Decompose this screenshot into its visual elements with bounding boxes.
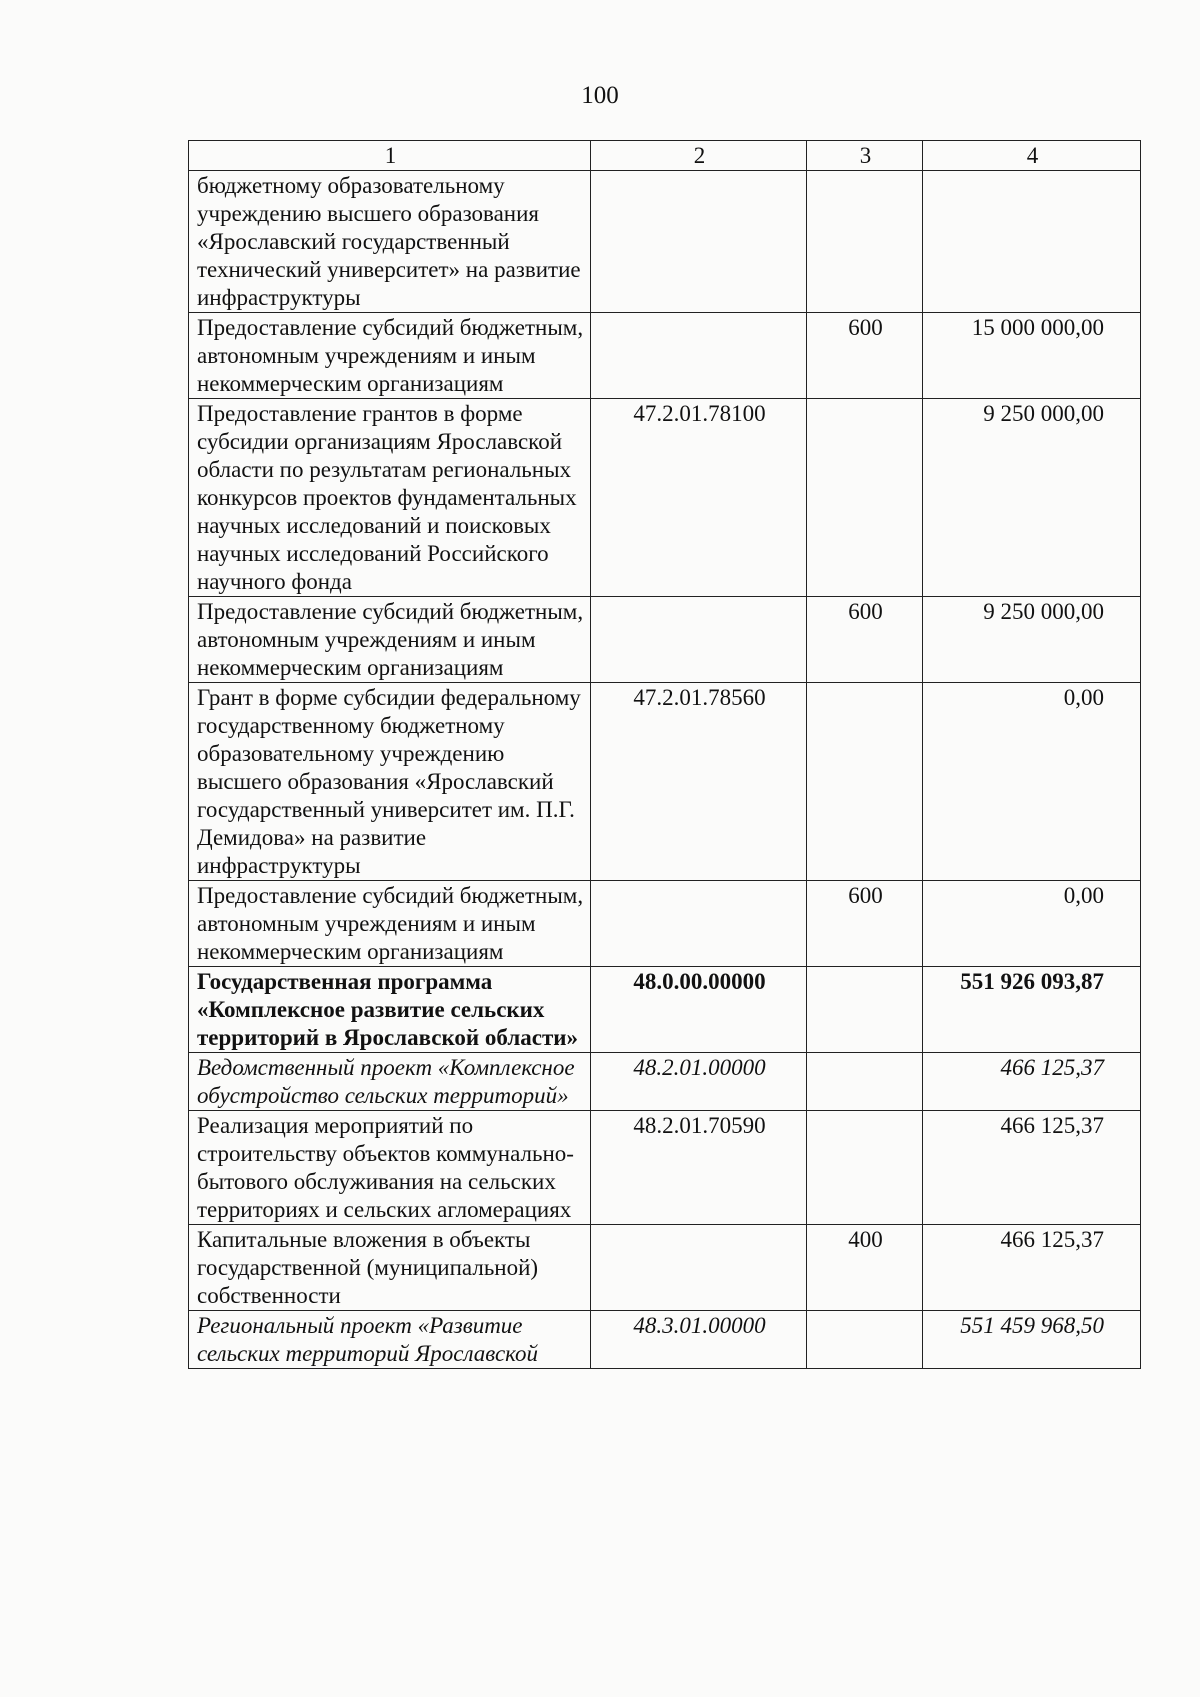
budget-table [188,140,1141,1369]
type-cell [807,1111,923,1225]
type-cell: 400 [807,1225,923,1311]
table-row [189,399,1141,597]
amount-cell: 0,00 [923,683,1141,881]
table-row [189,1053,1141,1111]
header-col-2: 2 [591,141,807,171]
name-cell: Предоставление субсидий бюджетным, автономным учреждениям и иным некоммерческим организациям [189,597,591,683]
table-row [189,597,1141,683]
type-cell [807,1311,923,1369]
code-cell [591,171,807,313]
amount-cell: 0,00 [923,881,1141,967]
code-cell: 48.2.01.70590 [591,1111,807,1225]
table-row [189,1225,1141,1311]
header-row [189,141,1141,171]
code-cell: 47.2.01.78100 [591,399,807,597]
name-cell: Ведомственный проект «Комплексное обустройство сельских территорий» [189,1053,591,1111]
table-row [189,171,1141,313]
name-cell: Предоставление субсидий бюджетным, автономным учреждениям и иным некоммерческим организациям [189,881,591,967]
header-col-3: 3 [807,141,923,171]
name-cell: Предоставление субсидий бюджетным, автономным учреждениям и иным некоммерческим организациям [189,313,591,399]
amount-cell: 9 250 000,00 [923,597,1141,683]
code-cell: 48.3.01.00000 [591,1311,807,1369]
amount-cell [923,171,1141,313]
type-cell: 600 [807,313,923,399]
name-cell: Государственная программа «Комплексное развитие сельских территорий в Ярославской области» [189,967,591,1053]
amount-cell: 551 459 968,50 [923,1311,1141,1369]
code-cell [591,313,807,399]
name-cell: Предоставление грантов в форме субсидии организациям Ярославской области по результатам региональных конкурсов проектов фундаментальных научных исследований и поисковых научных исследований Российского научного фонда [189,399,591,597]
table-row [189,967,1141,1053]
amount-cell: 9 250 000,00 [923,399,1141,597]
code-cell: 48.0.00.00000 [591,967,807,1053]
code-cell [591,597,807,683]
type-cell [807,171,923,313]
code-cell: 47.2.01.78560 [591,683,807,881]
name-cell: Капитальные вложения в объекты государственной (муниципальной) собственности [189,1225,591,1311]
amount-cell: 466 125,37 [923,1111,1141,1225]
type-cell [807,683,923,881]
type-cell [807,1053,923,1111]
type-cell: 600 [807,597,923,683]
name-cell: Грант в форме субсидии федеральному государственному бюджетному образовательному учреждению высшего образования «Ярославский государственный университет им. П.Г. Демидова» на развитие инфраструктуры [189,683,591,881]
amount-cell: 551 926 093,87 [923,967,1141,1053]
header-col-4: 4 [923,141,1141,171]
amount-cell: 15 000 000,00 [923,313,1141,399]
table-row [189,313,1141,399]
type-cell [807,967,923,1053]
page-number: 100 [581,82,619,109]
code-cell [591,881,807,967]
name-cell: Реализация мероприятий по строительству объектов коммунально-бытового обслуживания на сельских территориях и сельских агломерациях [189,1111,591,1225]
table-row [189,1311,1141,1369]
table-row [189,881,1141,967]
type-cell [807,399,923,597]
name-cell: бюджетному образовательному учреждению высшего образования «Ярославский государственный технический университет» на развитие инфраструктуры [189,171,591,313]
type-cell: 600 [807,881,923,967]
amount-cell: 466 125,37 [923,1225,1141,1311]
name-cell: Региональный проект «Развитие сельских территорий Ярославской [189,1311,591,1369]
code-cell: 48.2.01.00000 [591,1053,807,1111]
amount-cell: 466 125,37 [923,1053,1141,1111]
table-row [189,1111,1141,1225]
header-col-1: 1 [189,141,591,171]
code-cell [591,1225,807,1311]
table-row [189,683,1141,881]
